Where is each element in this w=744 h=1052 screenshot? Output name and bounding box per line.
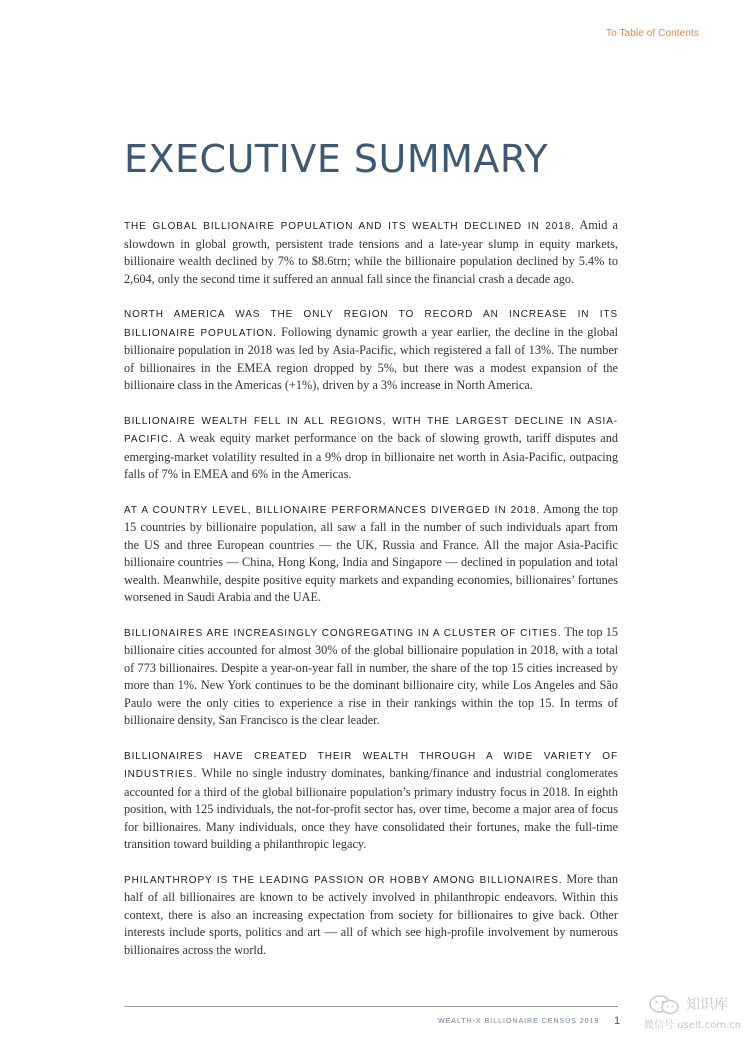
paragraph-body: The top 15 billionaire cities accounted for almost 30% of the global billionaire population in 2018, with a total of 773 billionaires. Despite a year-on-year fall in number, the share of the top 15 cities increased by more than 1%. New York continues to be the dominant billionaire city, while Los Angeles and São Paulo were the only cities to experience a rise in their rankings within the top 15. In terms of billionaire density, San Francisco is the clear leader.	[124, 624, 619, 727]
paragraph-lead: NORTH AMERICA WAS THE ONLY REGION TO RECORD AN INCREASE IN ITS BILLIONAIRE POPULATION.	[124, 309, 618, 339]
paragraph-lead: PHILANTHROPY IS THE LEADING PASSION OR HOBBY AMONG BILLIONAIRES.	[124, 874, 563, 886]
watermark-account: 微信号 useit.com.cn	[644, 1020, 742, 1031]
summary-paragraph	[124, 217, 618, 288]
page-title: EXECUTIVE SUMMARY	[124, 137, 549, 181]
paragraph-body: While no single industry dominates, banking/finance and industrial conglomerates accounted for a third of the global billionaire population’s primary industry focus in 2018. In eighth position, with 125 individuals, the not-for-profit sector has, over time, become a major area of focus for billionaires. Many individuals, once they have consolidated their fortunes, make the full-time transition toward building a philanthropic legacy.	[124, 766, 618, 851]
paragraph-lead: THE GLOBAL BILLIONAIRE POPULATION AND ITS WEALTH DECLINED IN 2018.	[124, 221, 575, 232]
paragraph-body: A weak equity market performance on the back of slowing growth, tariff disputes and emerging-market volatility resulted in a 9% drop in billionaire net worth in Asia-Pacific, outpacing falls of 7% in EMEA and 6% in the Americas.	[124, 431, 618, 481]
summary-paragraph	[124, 871, 618, 960]
paragraph-body: Amid a slowdown in global growth, persistent trade tensions and a late-year slump in equity markets, billionaire wealth declined by 7% to $8.6trn; while the billionaire population declined by 5.4% to 2,604, only the second time it suffered an annual fall since the financial crash a decade ago.	[124, 218, 618, 286]
summary-paragraph	[124, 747, 618, 854]
footer-divider	[124, 1006, 618, 1007]
page-number: 1	[614, 1015, 621, 1027]
watermark-name: 知识库	[686, 997, 728, 1013]
paragraph-body: More than half of all billionaires are known to be actively involved in philanthropic endeavors. Within this context, there is also an increasing expectation from society for billionaires to give back. Other interests include sports, politics and art — all of which see high-profile involvement by numerous billionaires across the world.	[124, 871, 618, 957]
paragraph-lead: AT A COUNTRY LEVEL, BILLIONAIRE PERFORMANCES DIVERGED IN 2018.	[124, 504, 541, 516]
paragraph-lead: BILLIONAIRES ARE INCREASINGLY CONGREGATING IN A CLUSTER OF CITIES.	[124, 627, 562, 639]
paragraph-body: Following dynamic growth a year earlier, the decline in the global billionaire population in 2018 was led by Asia-Pacific, which registered a fall of 13%. The number of billionaires in the EMEA region dropped by 5%, but there was a modest expansion of the billionaire class in the Americas (+1%), driven by a 3% increase in North America.	[124, 324, 618, 392]
summary-paragraph	[124, 624, 618, 730]
paragraph-body: Among the top 15 countries by billionaire population, all saw a fall in the number of such individuals apart from the US and three European countries — the UK, Russia and France. All the major Asia-Pacific billionaire countries — China, Hong Kong, India and Singapore — declined in population and total wealth. Meanwhile, despite positive equity markets and expanding economies, billionaires’ fortunes worsened in Saudi Arabia and the UAE.	[124, 501, 619, 604]
summary-paragraph	[124, 412, 618, 484]
paragraph-lead: BILLIONAIRE WEALTH FELL IN ALL REGIONS, WITH THE LARGEST DECLINE IN ASIA-PACIFIC.	[124, 415, 618, 445]
watermark	[642, 990, 742, 1036]
summary-body	[124, 217, 618, 976]
table-of-contents-link[interactable]: To Table of Contents	[606, 28, 699, 39]
summary-paragraph	[124, 501, 618, 607]
summary-paragraph	[124, 305, 618, 395]
paragraph-lead: BILLIONAIRES HAVE CREATED THEIR WEALTH THROUGH A WIDE VARIETY OF INDUSTRIES.	[124, 750, 618, 780]
footer-publication: WEALTH-X BILLIONAIRE CENSUS 2019	[438, 1018, 600, 1025]
